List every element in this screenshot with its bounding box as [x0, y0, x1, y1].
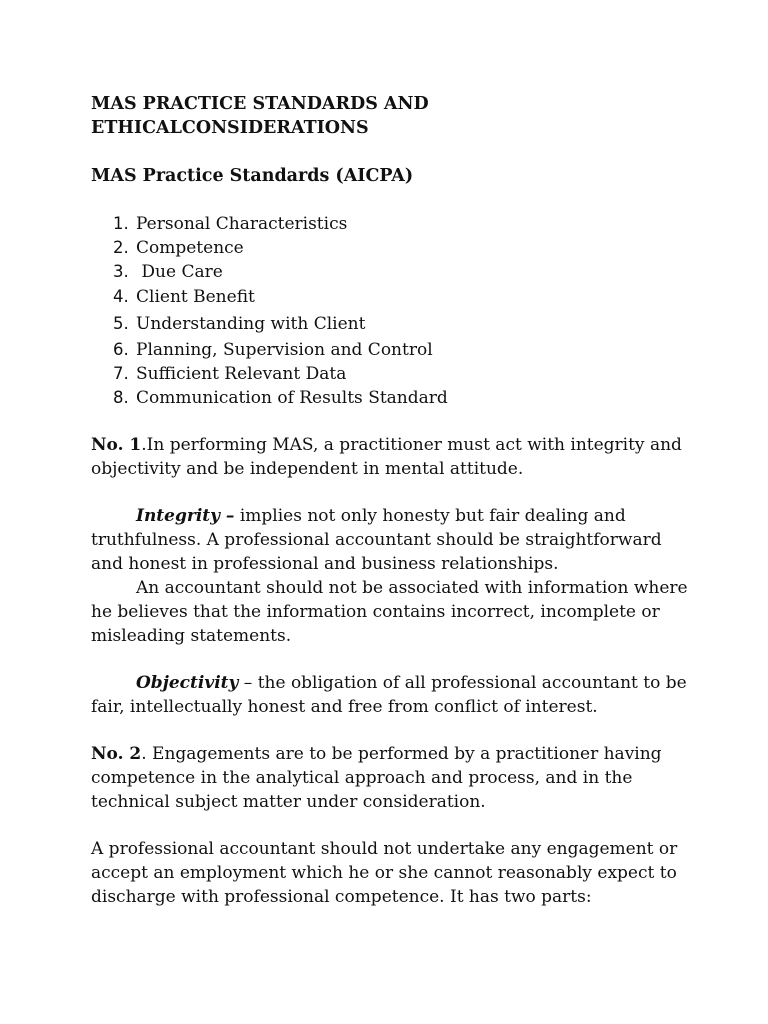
- title-line-1: MAS PRACTICE STANDARDS AND: [91, 94, 429, 114]
- standards-list: [91, 212, 691, 411]
- list-item: 3. Due Care: [113, 262, 223, 283]
- standard-no-1-paragraph: No. 1.In performing MAS, a practitioner must act with integrity and objectivity and be independent in mental attitude.: [91, 434, 682, 479]
- competence-paragraph: A professional accountant should not undertake any engagement or accept an employment which he or she cannot reasonably expect to discharge with professional competence. It has two parts:: [91, 838, 678, 907]
- list-item: 6. Planning, Supervision and Control: [113, 340, 433, 361]
- document-title: [91, 92, 691, 140]
- list-item: 7. Sufficient Relevant Data: [113, 364, 347, 385]
- list-item: 2. Competence: [113, 238, 244, 259]
- integrity-term: Integrity –: [136, 505, 235, 526]
- standard-no-1-label: No. 1: [91, 434, 142, 455]
- integrity-paragraph-2: An accountant should not be associated with information where he believes that the information contains incorrect, incomplete or misleading statements.: [91, 577, 688, 646]
- list-item: 5. Understanding with Client: [113, 313, 366, 334]
- objectivity-paragraph: Objectivity – the obligation of all professional accountant to be fair, intellectually honest and free from conflict of interest.: [91, 672, 687, 717]
- integrity-paragraph: Integrity – implies not only honesty but fair dealing and truthfulness. A professional accountant should be straightforward and honest in professional and business relationships.: [91, 505, 662, 574]
- title-line-2: ETHICALCONSIDERATIONS: [91, 118, 369, 138]
- objectivity-term: Objectivity: [136, 672, 239, 693]
- standard-no-2-label: No. 2: [91, 743, 142, 764]
- list-item: 8. Communication of Results Standard: [113, 388, 448, 409]
- section-subtitle: MAS Practice Standards (AICPA): [91, 166, 414, 186]
- standard-no-2-paragraph: No. 2. Engagements are to be performed by a practitioner having competence in the analytical approach and process, and in the technical subject matter under consideration.: [91, 743, 662, 812]
- list-item: 4. Client Benefit: [113, 286, 255, 307]
- document-page: [91, 92, 691, 909]
- list-item: 1. Personal Characteristics: [113, 214, 348, 234]
